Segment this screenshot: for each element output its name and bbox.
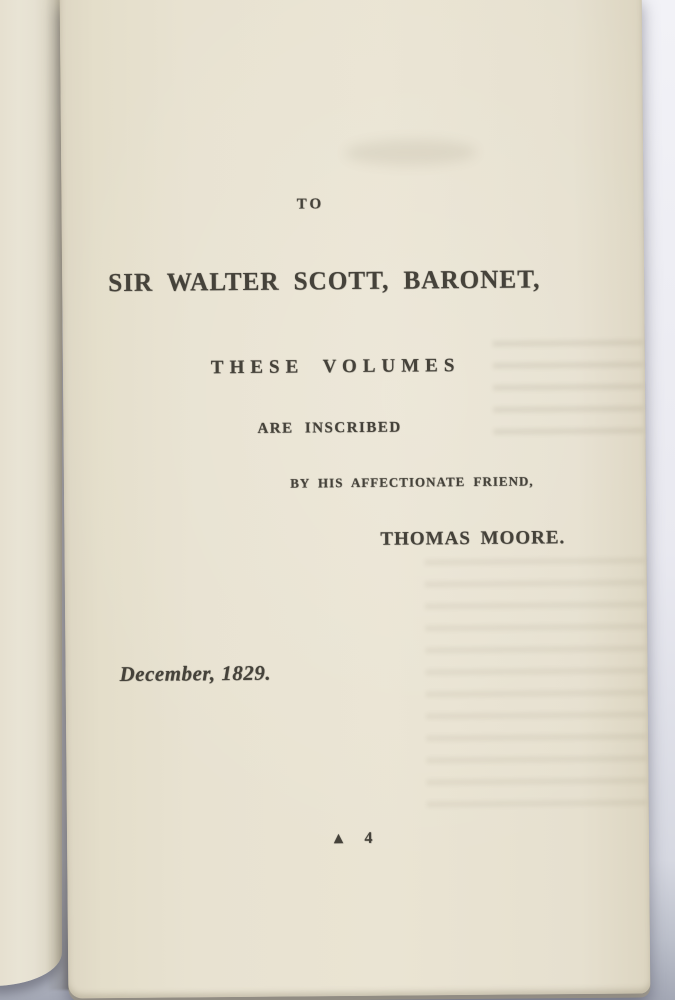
show-through-ghost [493, 339, 644, 440]
salutation-line: TO [296, 196, 325, 213]
show-through-ghost [425, 557, 647, 807]
date-line: December, 1829. [119, 660, 272, 687]
dedication-page [60, 0, 651, 999]
dedicatee-line: SIR WALTER SCOTT, BARONET, [108, 264, 541, 298]
signature-mark: ▲ 4 [330, 829, 380, 848]
show-through-ghost [345, 139, 477, 166]
friend-line: BY HIS AFFECTIONATE FRIEND, [290, 473, 534, 491]
inscribed-line: ARE INSCRIBED [257, 419, 402, 437]
volumes-line: THESE VOLUMES [210, 355, 461, 379]
author-name-line: THOMAS MOORE. [380, 527, 566, 550]
